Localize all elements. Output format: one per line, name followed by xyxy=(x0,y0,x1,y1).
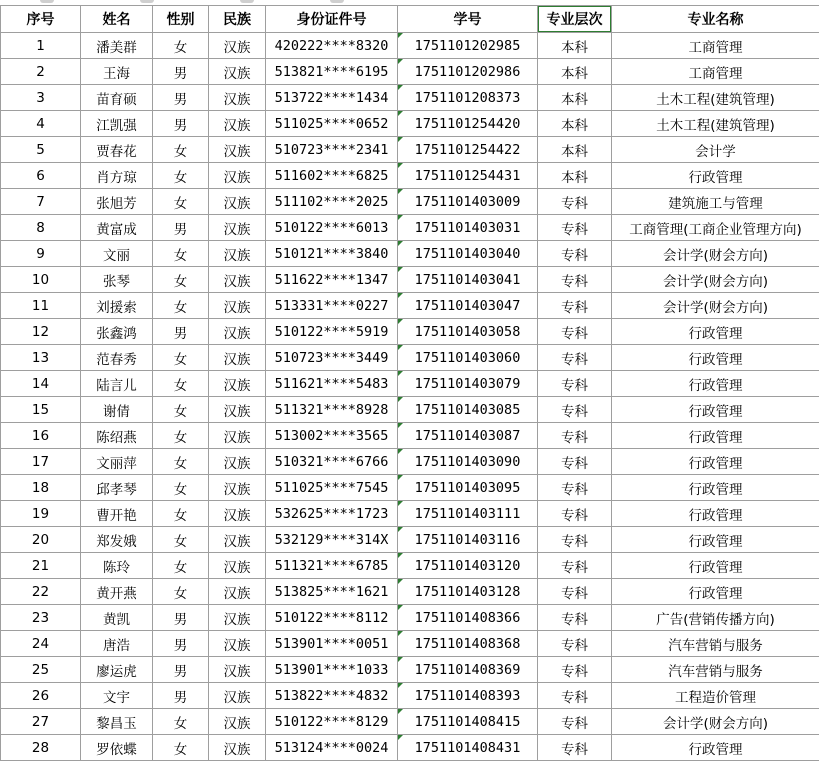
cell-index[interactable]: 12 xyxy=(1,319,81,345)
cell-ethnicity[interactable]: 汉族 xyxy=(209,371,266,397)
table-row xyxy=(1,579,819,605)
cell-level[interactable]: 专科 xyxy=(538,631,612,657)
cell-name[interactable]: 陈绍燕 xyxy=(81,423,153,449)
table-row xyxy=(1,215,819,241)
cell-student-id[interactable]: 1751101202986 xyxy=(398,59,538,85)
cell-ethnicity[interactable]: 汉族 xyxy=(209,579,266,605)
cell-gender[interactable]: 女 xyxy=(153,709,209,735)
cell-level[interactable]: 专科 xyxy=(538,553,612,579)
cell-name[interactable]: 肖方琼 xyxy=(81,163,153,189)
cell-name[interactable]: 江凯强 xyxy=(81,111,153,137)
header-index[interactable]: 序号 xyxy=(1,6,81,33)
cell-gender[interactable]: 女 xyxy=(153,579,209,605)
cell-level[interactable]: 本科 xyxy=(538,163,612,189)
cell-name[interactable]: 黄富成 xyxy=(81,215,153,241)
cell-name[interactable]: 张旭芳 xyxy=(81,189,153,215)
cell-student-id[interactable]: 1751101202985 xyxy=(398,33,538,59)
cell-name[interactable]: 黄凯 xyxy=(81,605,153,631)
spreadsheet-grid xyxy=(0,5,819,761)
cell-id-number[interactable]: 511321****8928 xyxy=(266,397,398,423)
cell-gender[interactable]: 女 xyxy=(153,241,209,267)
cell-student-id[interactable]: 1751101403060 xyxy=(398,345,538,371)
cell-level[interactable]: 专科 xyxy=(538,371,612,397)
cell-student-id[interactable]: 1751101403085 xyxy=(398,397,538,423)
cell-student-id[interactable]: 1751101403079 xyxy=(398,371,538,397)
table-row xyxy=(1,85,819,111)
cell-name[interactable]: 文丽萍 xyxy=(81,449,153,475)
cell-id-number[interactable]: 511621****5483 xyxy=(266,371,398,397)
cell-id-number[interactable]: 510122****5919 xyxy=(266,319,398,345)
cell-gender[interactable]: 男 xyxy=(153,319,209,345)
header-ethnicity[interactable]: 民族 xyxy=(209,6,266,33)
cell-ethnicity[interactable]: 汉族 xyxy=(209,735,266,761)
cell-major[interactable]: 行政管理 xyxy=(612,579,819,605)
cell-ethnicity[interactable]: 汉族 xyxy=(209,657,266,683)
cell-name[interactable]: 陆言儿 xyxy=(81,371,153,397)
cell-student-id[interactable]: 1751101403041 xyxy=(398,267,538,293)
scroll-notch xyxy=(140,0,154,3)
cell-name[interactable]: 曹开艳 xyxy=(81,501,153,527)
cell-major[interactable]: 汽车营销与服务 xyxy=(612,657,819,683)
cell-student-id[interactable]: 1751101408369 xyxy=(398,657,538,683)
cell-id-number[interactable]: 513124****0024 xyxy=(266,735,398,761)
cell-name[interactable]: 范春秀 xyxy=(81,345,153,371)
cell-major[interactable]: 行政管理 xyxy=(612,449,819,475)
table-row xyxy=(1,293,819,319)
cell-index[interactable]: 24 xyxy=(1,631,81,657)
cell-major[interactable]: 建筑施工与管理 xyxy=(612,189,819,215)
cell-id-number[interactable]: 510121****3840 xyxy=(266,241,398,267)
cell-index[interactable]: 10 xyxy=(1,267,81,293)
cell-index[interactable]: 7 xyxy=(1,189,81,215)
cell-gender[interactable]: 女 xyxy=(153,189,209,215)
header-gender[interactable]: 性别 xyxy=(153,6,209,33)
cell-id-number[interactable]: 513901****0051 xyxy=(266,631,398,657)
table-row xyxy=(1,267,819,293)
cell-ethnicity[interactable]: 汉族 xyxy=(209,163,266,189)
cell-name[interactable]: 黎昌玉 xyxy=(81,709,153,735)
cell-index[interactable]: 22 xyxy=(1,579,81,605)
table-row xyxy=(1,423,819,449)
cell-index[interactable]: 6 xyxy=(1,163,81,189)
cell-level[interactable]: 专科 xyxy=(538,605,612,631)
cell-gender[interactable]: 男 xyxy=(153,631,209,657)
cell-student-id[interactable]: 1751101408393 xyxy=(398,683,538,709)
cell-ethnicity[interactable]: 汉族 xyxy=(209,85,266,111)
cell-student-id[interactable]: 1751101403090 xyxy=(398,449,538,475)
cell-gender[interactable]: 男 xyxy=(153,683,209,709)
cell-level[interactable]: 本科 xyxy=(538,85,612,111)
cell-id-number[interactable]: 511102****2025 xyxy=(266,189,398,215)
cell-student-id[interactable]: 1751101408431 xyxy=(398,735,538,761)
cell-major[interactable]: 会计学(财会方向) xyxy=(612,293,819,319)
header-id-number[interactable]: 身份证件号 xyxy=(266,6,398,33)
cell-index[interactable]: 4 xyxy=(1,111,81,137)
cell-index[interactable]: 16 xyxy=(1,423,81,449)
cell-name[interactable]: 郑发娥 xyxy=(81,527,153,553)
cell-gender[interactable]: 男 xyxy=(153,111,209,137)
cell-level[interactable]: 专科 xyxy=(538,267,612,293)
cell-student-id[interactable]: 1751101403120 xyxy=(398,553,538,579)
cell-ethnicity[interactable]: 汉族 xyxy=(209,111,266,137)
cell-ethnicity[interactable]: 汉族 xyxy=(209,345,266,371)
cell-level[interactable]: 专科 xyxy=(538,735,612,761)
cell-major[interactable]: 会计学(财会方向) xyxy=(612,267,819,293)
cell-student-id[interactable]: 1751101403128 xyxy=(398,579,538,605)
cell-ethnicity[interactable]: 汉族 xyxy=(209,137,266,163)
table-row xyxy=(1,319,819,345)
cell-level[interactable]: 本科 xyxy=(538,111,612,137)
cell-gender[interactable]: 男 xyxy=(153,215,209,241)
cell-ethnicity[interactable]: 汉族 xyxy=(209,397,266,423)
cell-major[interactable]: 会计学(财会方向) xyxy=(612,709,819,735)
cell-id-number[interactable]: 510321****6766 xyxy=(266,449,398,475)
cell-gender[interactable]: 女 xyxy=(153,163,209,189)
table-row xyxy=(1,553,819,579)
cell-major[interactable]: 土木工程(建筑管理) xyxy=(612,85,819,111)
cell-gender[interactable]: 男 xyxy=(153,59,209,85)
cell-index[interactable]: 17 xyxy=(1,449,81,475)
cell-level[interactable]: 专科 xyxy=(538,397,612,423)
table-row xyxy=(1,475,819,501)
cell-index[interactable]: 5 xyxy=(1,137,81,163)
cell-level[interactable]: 专科 xyxy=(538,293,612,319)
cell-gender[interactable]: 女 xyxy=(153,553,209,579)
table-row xyxy=(1,709,819,735)
table-row xyxy=(1,501,819,527)
cell-student-id[interactable]: 1751101403058 xyxy=(398,319,538,345)
cell-id-number[interactable]: 510723****2341 xyxy=(266,137,398,163)
cell-ethnicity[interactable]: 汉族 xyxy=(209,709,266,735)
cell-ethnicity[interactable]: 汉族 xyxy=(209,189,266,215)
cell-student-id[interactable]: 1751101403087 xyxy=(398,423,538,449)
cell-gender[interactable]: 女 xyxy=(153,345,209,371)
cell-student-id[interactable]: 1751101403047 xyxy=(398,293,538,319)
cell-level[interactable]: 专科 xyxy=(538,345,612,371)
cell-name[interactable]: 刘援索 xyxy=(81,293,153,319)
cell-level[interactable]: 专科 xyxy=(538,423,612,449)
cell-id-number[interactable]: 532625****1723 xyxy=(266,501,398,527)
cell-gender[interactable]: 女 xyxy=(153,527,209,553)
cell-gender[interactable]: 男 xyxy=(153,85,209,111)
cell-student-id[interactable]: 1751101403040 xyxy=(398,241,538,267)
cell-major[interactable]: 工商管理(工商企业管理方向) xyxy=(612,215,819,241)
table-row xyxy=(1,189,819,215)
cell-name[interactable]: 贾春花 xyxy=(81,137,153,163)
cell-major[interactable]: 工程造价管理 xyxy=(612,683,819,709)
table-row xyxy=(1,397,819,423)
cell-id-number[interactable]: 532129****314X xyxy=(266,527,398,553)
cell-index[interactable]: 28 xyxy=(1,735,81,761)
cell-name[interactable]: 苗育硕 xyxy=(81,85,153,111)
cell-ethnicity[interactable]: 汉族 xyxy=(209,33,266,59)
cell-gender[interactable]: 女 xyxy=(153,423,209,449)
cell-ethnicity[interactable]: 汉族 xyxy=(209,319,266,345)
cell-level[interactable]: 专科 xyxy=(538,709,612,735)
cell-id-number[interactable]: 511321****6785 xyxy=(266,553,398,579)
cell-name[interactable]: 罗依蝶 xyxy=(81,735,153,761)
cell-level[interactable]: 专科 xyxy=(538,579,612,605)
cell-id-number[interactable]: 513331****0227 xyxy=(266,293,398,319)
cell-ethnicity[interactable]: 汉族 xyxy=(209,449,266,475)
header-major[interactable]: 专业名称 xyxy=(612,6,819,33)
cell-gender[interactable]: 女 xyxy=(153,371,209,397)
cell-major[interactable]: 行政管理 xyxy=(612,501,819,527)
table-row xyxy=(1,371,819,397)
cell-major[interactable]: 行政管理 xyxy=(612,527,819,553)
cell-ethnicity[interactable]: 汉族 xyxy=(209,527,266,553)
cell-index[interactable]: 8 xyxy=(1,215,81,241)
cell-student-id[interactable]: 1751101254431 xyxy=(398,163,538,189)
cell-gender[interactable]: 女 xyxy=(153,735,209,761)
cell-id-number[interactable]: 513822****4832 xyxy=(266,683,398,709)
cell-index[interactable]: 25 xyxy=(1,657,81,683)
cell-gender[interactable]: 女 xyxy=(153,501,209,527)
cell-index[interactable]: 1 xyxy=(1,33,81,59)
header-level[interactable]: 专业层次 xyxy=(538,6,612,33)
cell-id-number[interactable]: 513825****1621 xyxy=(266,579,398,605)
table-row xyxy=(1,163,819,189)
cell-index[interactable]: 18 xyxy=(1,475,81,501)
cell-id-number[interactable]: 420222****8320 xyxy=(266,33,398,59)
cell-student-id[interactable]: 1751101403111 xyxy=(398,501,538,527)
cell-level[interactable]: 专科 xyxy=(538,215,612,241)
cell-name[interactable]: 王海 xyxy=(81,59,153,85)
cell-id-number[interactable]: 511622****1347 xyxy=(266,267,398,293)
cell-index[interactable]: 27 xyxy=(1,709,81,735)
cell-level[interactable]: 专科 xyxy=(538,189,612,215)
cell-major[interactable]: 行政管理 xyxy=(612,345,819,371)
cell-id-number[interactable]: 510122****8129 xyxy=(266,709,398,735)
scroll-notch xyxy=(240,0,254,3)
cell-id-number[interactable]: 510723****3449 xyxy=(266,345,398,371)
table-row xyxy=(1,59,819,85)
cell-id-number[interactable]: 513722****1434 xyxy=(266,85,398,111)
cell-student-id[interactable]: 1751101403009 xyxy=(398,189,538,215)
cell-name[interactable]: 黄开燕 xyxy=(81,579,153,605)
cell-id-number[interactable]: 511025****0652 xyxy=(266,111,398,137)
cell-student-id[interactable]: 1751101408366 xyxy=(398,605,538,631)
cell-major[interactable]: 行政管理 xyxy=(612,423,819,449)
table-row xyxy=(1,111,819,137)
table-row xyxy=(1,527,819,553)
cell-major[interactable]: 会计学 xyxy=(612,137,819,163)
cell-name[interactable]: 谢倩 xyxy=(81,397,153,423)
cell-name[interactable]: 张鑫鸿 xyxy=(81,319,153,345)
cell-level[interactable]: 专科 xyxy=(538,319,612,345)
cell-id-number[interactable]: 510122****8112 xyxy=(266,605,398,631)
header-row xyxy=(1,6,819,33)
cell-id-number[interactable]: 513002****3565 xyxy=(266,423,398,449)
cell-ethnicity[interactable]: 汉族 xyxy=(209,553,266,579)
cell-level[interactable]: 专科 xyxy=(538,501,612,527)
cell-name[interactable]: 文丽 xyxy=(81,241,153,267)
scroll-notch xyxy=(330,0,344,3)
cell-index[interactable]: 14 xyxy=(1,371,81,397)
cell-name[interactable]: 廖运虎 xyxy=(81,657,153,683)
cell-name[interactable]: 邱孝琴 xyxy=(81,475,153,501)
cell-index[interactable]: 9 xyxy=(1,241,81,267)
cell-ethnicity[interactable]: 汉族 xyxy=(209,241,266,267)
cell-ethnicity[interactable]: 汉族 xyxy=(209,215,266,241)
cell-level[interactable]: 专科 xyxy=(538,683,612,709)
cell-level[interactable]: 本科 xyxy=(538,33,612,59)
cell-gender[interactable]: 女 xyxy=(153,449,209,475)
table-row xyxy=(1,345,819,371)
cell-major[interactable]: 工商管理 xyxy=(612,59,819,85)
table-row xyxy=(1,631,819,657)
cell-student-id[interactable]: 1751101254420 xyxy=(398,111,538,137)
cell-major[interactable]: 行政管理 xyxy=(612,163,819,189)
cell-index[interactable]: 2 xyxy=(1,59,81,85)
cell-level[interactable]: 专科 xyxy=(538,475,612,501)
cell-major[interactable]: 行政管理 xyxy=(612,371,819,397)
cell-gender[interactable]: 女 xyxy=(153,397,209,423)
cell-major[interactable]: 行政管理 xyxy=(612,475,819,501)
table-row xyxy=(1,683,819,709)
cell-index[interactable]: 3 xyxy=(1,85,81,111)
cell-index[interactable]: 19 xyxy=(1,501,81,527)
cell-gender[interactable]: 女 xyxy=(153,293,209,319)
cell-level[interactable]: 本科 xyxy=(538,59,612,85)
scroll-notch xyxy=(40,0,54,3)
cell-index[interactable]: 20 xyxy=(1,527,81,553)
cell-ethnicity[interactable]: 汉族 xyxy=(209,475,266,501)
table-row xyxy=(1,241,819,267)
cell-ethnicity[interactable]: 汉族 xyxy=(209,423,266,449)
cell-level[interactable]: 专科 xyxy=(538,241,612,267)
table-row xyxy=(1,657,819,683)
cell-student-id[interactable]: 1751101408415 xyxy=(398,709,538,735)
cell-level[interactable]: 本科 xyxy=(538,137,612,163)
cell-name[interactable]: 陈玲 xyxy=(81,553,153,579)
table-body xyxy=(1,33,819,761)
cell-student-id[interactable]: 1751101254422 xyxy=(398,137,538,163)
cell-ethnicity[interactable]: 汉族 xyxy=(209,501,266,527)
cell-name[interactable]: 文宇 xyxy=(81,683,153,709)
cell-ethnicity[interactable]: 汉族 xyxy=(209,605,266,631)
cell-major[interactable]: 汽车营销与服务 xyxy=(612,631,819,657)
cell-gender[interactable]: 男 xyxy=(153,605,209,631)
cell-major[interactable]: 工商管理 xyxy=(612,33,819,59)
cell-level[interactable]: 专科 xyxy=(538,657,612,683)
cell-level[interactable]: 专科 xyxy=(538,449,612,475)
cell-major[interactable]: 会计学(财会方向) xyxy=(612,241,819,267)
cell-major[interactable]: 行政管理 xyxy=(612,319,819,345)
cell-id-number[interactable]: 513901****1033 xyxy=(266,657,398,683)
cell-index[interactable]: 15 xyxy=(1,397,81,423)
cell-student-id[interactable]: 1751101403116 xyxy=(398,527,538,553)
header-name[interactable]: 姓名 xyxy=(81,6,153,33)
table-row xyxy=(1,137,819,163)
cell-gender[interactable]: 女 xyxy=(153,33,209,59)
cell-ethnicity[interactable]: 汉族 xyxy=(209,683,266,709)
cell-index[interactable]: 26 xyxy=(1,683,81,709)
cell-student-id[interactable]: 1751101208373 xyxy=(398,85,538,111)
cell-ethnicity[interactable]: 汉族 xyxy=(209,631,266,657)
cell-student-id[interactable]: 1751101403031 xyxy=(398,215,538,241)
cell-ethnicity[interactable]: 汉族 xyxy=(209,267,266,293)
cell-major[interactable]: 土木工程(建筑管理) xyxy=(612,111,819,137)
cell-index[interactable]: 11 xyxy=(1,293,81,319)
table-row xyxy=(1,449,819,475)
cell-gender[interactable]: 女 xyxy=(153,137,209,163)
cell-name[interactable]: 唐浩 xyxy=(81,631,153,657)
table-row xyxy=(1,605,819,631)
cell-index[interactable]: 21 xyxy=(1,553,81,579)
cell-major[interactable]: 行政管理 xyxy=(612,397,819,423)
header-student-id[interactable]: 学号 xyxy=(398,6,538,33)
table-row xyxy=(1,735,819,761)
cell-index[interactable]: 23 xyxy=(1,605,81,631)
cell-level[interactable]: 专科 xyxy=(538,527,612,553)
cell-gender[interactable]: 女 xyxy=(153,475,209,501)
cell-id-number[interactable]: 510122****6013 xyxy=(266,215,398,241)
cell-name[interactable]: 张琴 xyxy=(81,267,153,293)
cell-id-number[interactable]: 511602****6825 xyxy=(266,163,398,189)
cell-gender[interactable]: 男 xyxy=(153,657,209,683)
cell-major[interactable]: 行政管理 xyxy=(612,735,819,761)
cell-student-id[interactable]: 1751101403095 xyxy=(398,475,538,501)
cell-ethnicity[interactable]: 汉族 xyxy=(209,59,266,85)
table-row xyxy=(1,33,819,59)
cell-major[interactable]: 广告(营销传播方向) xyxy=(612,605,819,631)
cell-ethnicity[interactable]: 汉族 xyxy=(209,293,266,319)
cell-index[interactable]: 13 xyxy=(1,345,81,371)
cell-id-number[interactable]: 511025****7545 xyxy=(266,475,398,501)
cell-gender[interactable]: 女 xyxy=(153,267,209,293)
cell-name[interactable]: 潘美群 xyxy=(81,33,153,59)
cell-major[interactable]: 行政管理 xyxy=(612,553,819,579)
cell-id-number[interactable]: 513821****6195 xyxy=(266,59,398,85)
cell-student-id[interactable]: 1751101408368 xyxy=(398,631,538,657)
